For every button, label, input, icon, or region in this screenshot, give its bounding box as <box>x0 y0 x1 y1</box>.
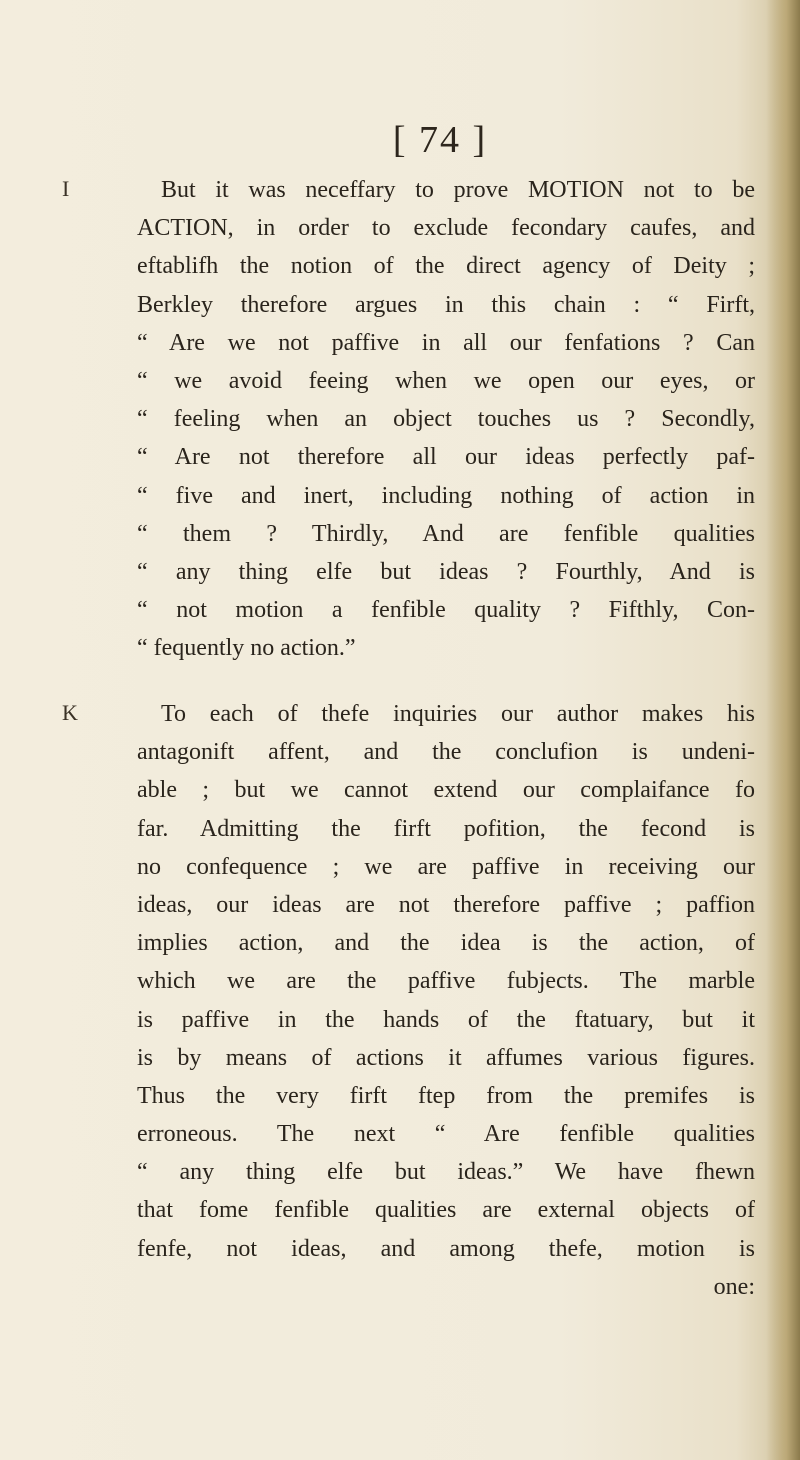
text-line: erroneous. The next “ Are fenfible qualities <box>137 1121 755 1148</box>
text-line: eftablifh the notion of the direct agency of Deity ; <box>137 253 755 280</box>
text-line: “ fequently no action.” <box>137 635 356 662</box>
text-line: ACTION, in order to exclude fecondary caufes, and <box>137 215 755 242</box>
text-line: far. Admitting the firft pofition, the fecond is <box>137 815 755 842</box>
page-number: [ 74 ] <box>392 119 488 161</box>
text-line: “ not motion a fenfible quality ? Fifthly, Con- <box>137 597 755 624</box>
text-line: “ feeling when an object touches us ? Secondly, <box>137 406 755 433</box>
text-line: one: <box>713 1273 755 1300</box>
text-line: “ any thing elfe but ideas.” We have fhewn <box>137 1159 755 1186</box>
text-line: “ Are we not paffive in all our fenfations ? Can <box>137 329 755 356</box>
text-line: “ Are not therefore all our ideas perfectly paf- <box>137 444 755 471</box>
text-line: is paffive in the hands of the ftatuary, but it <box>137 1006 755 1033</box>
page-edge-shadow <box>766 0 800 1460</box>
text-line: antagonift affent, and the conclufion is undeni- <box>137 739 755 766</box>
margin-mark-second: K <box>62 700 78 725</box>
text-line: no confequence ; we are paffive in receiving our <box>137 853 755 880</box>
paragraph-2 <box>137 695 755 1306</box>
text-line: which we are the paffive fubjects. The marble <box>137 968 755 995</box>
text-line: fenfe, not ideas, and among thefe, motion is <box>137 1235 755 1262</box>
text-line: “ any thing elfe but ideas ? Fourthly, And is <box>137 558 755 585</box>
text-line: ideas, our ideas are not therefore paffive ; paffion <box>137 891 755 918</box>
paragraph-1 <box>137 171 755 667</box>
text-line: “ them ? Thirdly, And are fenfible qualities <box>137 520 755 547</box>
text-line: To each of thefe inquiries our author makes his <box>161 701 755 727</box>
text-line: But it was neceffary to prove MOTION not to be <box>161 177 755 203</box>
text-line: Berkley therefore argues in this chain : “ Firft, <box>137 291 755 318</box>
text-line: able ; but we cannot extend our complaifance fo <box>137 777 755 804</box>
text-line: “ we avoid feeing when we open our eyes, or <box>137 367 755 394</box>
text-line: “ five and inert, including nothing of action in <box>137 482 755 509</box>
text-line: implies action, and the idea is the action, of <box>137 930 755 957</box>
text-line: Thus the very firft ftep from the premifes is <box>137 1082 755 1109</box>
text-line: is by means of actions it affumes various figures. <box>137 1044 755 1071</box>
text-line: that fome fenfible qualities are external objects of <box>137 1197 755 1224</box>
margin-mark-first: I <box>62 176 70 201</box>
